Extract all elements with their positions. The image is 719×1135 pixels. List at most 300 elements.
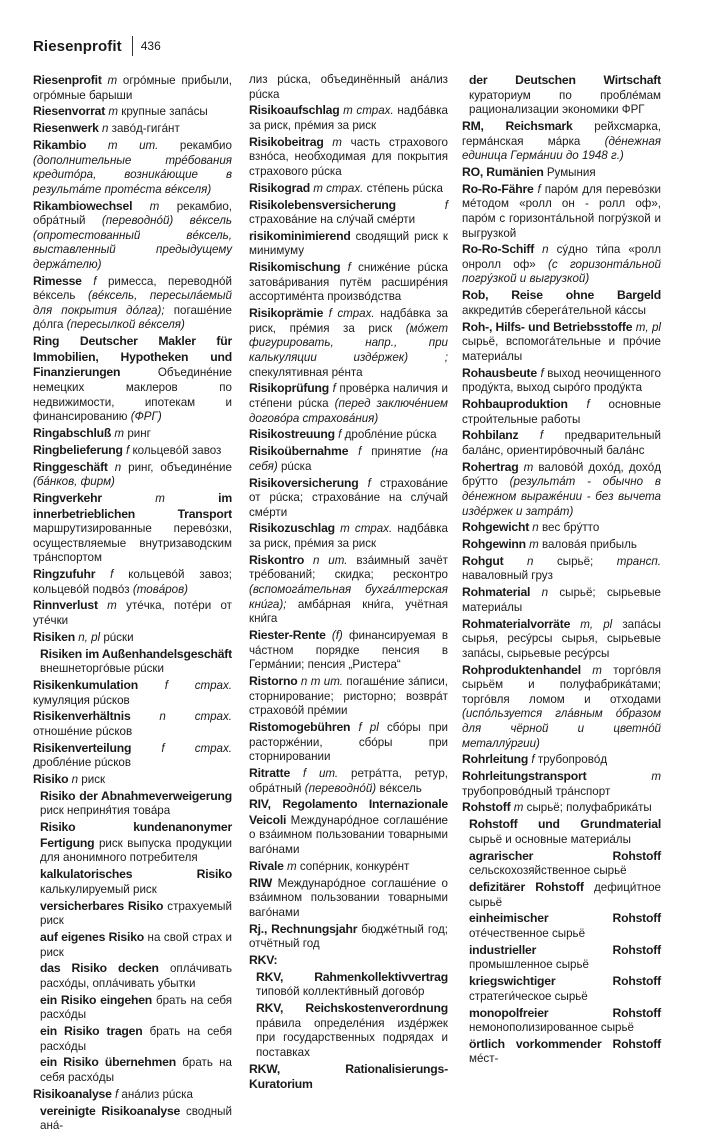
- translation: лиз рúска, объединённый анáлиз рúска: [249, 73, 448, 101]
- translation: римесса, переводнóй вéксель: [33, 274, 232, 303]
- translation: погашéние дóлга: [33, 303, 232, 332]
- translation: завóд-гигáнт: [111, 122, 180, 136]
- dictionary-entry: [249, 198, 448, 228]
- translation: страховáние от рúска; страховáние на слýчай смéрти: [249, 476, 448, 519]
- grammar-label: f страх.: [161, 741, 232, 755]
- translation: бюджéтный год; отчётный год: [249, 922, 448, 951]
- translation: торгóвля сырьём и полуфабрикáтами; торгóвля ломом и отходами: [462, 663, 661, 706]
- dictionary-entry: [249, 922, 448, 952]
- grammar-label: f: [126, 443, 130, 457]
- grammar-label: m: [107, 74, 118, 87]
- headword: Ringbelieferung: [33, 442, 123, 457]
- translation: вéксель: [379, 781, 422, 795]
- headword: kalkulatorisches Risiko: [40, 867, 232, 882]
- dictionary-entry: [249, 306, 448, 380]
- translation: дефици́тное сырьё: [469, 881, 661, 909]
- dictionary-entry: [33, 772, 232, 788]
- headword: Risikenverteilung: [33, 740, 132, 755]
- dictionary-entry: [33, 138, 232, 197]
- grammar-label: m: [286, 859, 297, 873]
- translation: анáлиз рúска: [121, 1087, 193, 1101]
- header-divider: [132, 36, 133, 56]
- grammar-label: f: [347, 261, 351, 275]
- headword: industrieller Rohstoff: [469, 942, 661, 957]
- grammar-label: m, pl: [580, 617, 613, 631]
- translation: сельскохозяйственное сырьё: [469, 864, 627, 878]
- gloss: (дéнежная единица Гермáнии до 1948 г.): [462, 134, 661, 163]
- dictionary-entry: [33, 199, 232, 273]
- headword: Risikoübernahme: [249, 444, 349, 459]
- dictionary-entry: [249, 181, 448, 197]
- translation: кураториум по проблéмам рационализации экономики ФРГ: [469, 88, 661, 117]
- headword: defizitärer Rohstoff: [469, 880, 584, 894]
- grammar-label: n: [101, 122, 109, 136]
- dictionary-entry: [33, 678, 232, 708]
- headword: Risikobeitrag: [249, 134, 324, 149]
- translation: наваловный груз: [462, 569, 553, 583]
- translation: ринг, объединéние: [128, 460, 232, 474]
- headword: RKW, Rationalisierungs-Kuratorium: [249, 1061, 448, 1092]
- dictionary-entry: [249, 229, 448, 259]
- headword: Ringabschluß: [33, 425, 112, 440]
- dictionary-entry: [462, 849, 661, 879]
- translation: погашéние зáписи, сторнирование; ристорно; возврáт страховóй прéмии: [249, 674, 448, 718]
- translation: мéст-: [469, 1052, 499, 1066]
- dictionary-entry: [33, 491, 232, 566]
- dictionary-entry: [462, 943, 661, 973]
- dictionary-entry: [249, 135, 448, 180]
- translation: брать на себя расхóды: [40, 993, 233, 1022]
- dictionary-entry: [462, 880, 661, 910]
- page-header: [33, 36, 161, 56]
- headword: Rohertrag: [462, 459, 519, 474]
- grammar-label: n: [114, 460, 122, 474]
- gloss: (вспомогáтельная бухгáлтерская кни́га);: [249, 583, 448, 611]
- dictionary-entry: [33, 426, 232, 442]
- translation: ринг: [127, 426, 151, 440]
- headword: versicherbares Risiko: [40, 898, 164, 913]
- headword: RM, Reichsmark: [462, 118, 573, 133]
- dictionary-entry: [462, 165, 661, 181]
- translation: калькулируемый риск: [40, 882, 157, 896]
- translation: часть страхового взнóса, необходимая для покрытия страхового рúска: [249, 135, 448, 178]
- headword: Risikolebensversicherung: [249, 197, 396, 212]
- dictionary-entry: [33, 709, 232, 739]
- headword: RIV, Regolamento Internazionale Veicoli: [249, 797, 448, 827]
- translation: брать на себя расхóды: [40, 1056, 232, 1085]
- translation: стратеги́ческое сырьё: [469, 989, 588, 1003]
- headword: monopolfreier Rohstoff: [469, 1005, 661, 1020]
- grammar-label: m: [108, 105, 119, 119]
- dictionary-entry: [249, 859, 448, 875]
- dictionary-entry: [33, 630, 232, 646]
- headword: Rohbilanz: [462, 428, 519, 443]
- dictionary-entry: [462, 537, 661, 553]
- dictionary-entry: [249, 427, 448, 443]
- dictionary-entry: [462, 520, 661, 536]
- gloss: (вéксель, пересылáемый для покрытия дóлга);: [33, 289, 232, 317]
- headword: Riskontro: [249, 552, 305, 567]
- translation: риск неприня́тия товáра: [40, 804, 171, 818]
- grammar-label: f: [444, 198, 448, 212]
- translation: предварительный балáнс, ориентирóвочный балáнс: [462, 429, 661, 457]
- headword: Risikoprüfung: [249, 381, 329, 396]
- translation: риск выпуска продукции для анонимного потребителя: [40, 836, 232, 865]
- dictionary-entry: [462, 974, 661, 1004]
- headword: Ringverkehr: [33, 490, 102, 505]
- dictionary-entry: [249, 628, 448, 673]
- headword: Ringzufuhr: [33, 567, 96, 582]
- headword: ein Risiko tragen: [40, 1024, 143, 1039]
- translation: рúска: [280, 459, 312, 473]
- gloss: (дополнительные трéбования кредитóра, возникáющие в результáте протéста вéкселя): [33, 153, 232, 196]
- dictionary-entry: [249, 444, 448, 474]
- dictionary-entry: [462, 800, 661, 816]
- headword: risikominimierend: [249, 228, 351, 243]
- translation: ретрáтта, ретур, обрáтный: [249, 766, 448, 795]
- headword: Riesenprofit: [33, 73, 102, 87]
- headword: Ro-Ro-Fähre: [462, 181, 534, 196]
- grammar-label: f: [332, 382, 336, 396]
- translation: немонополизированное сырьё: [469, 1021, 634, 1035]
- headword: Rohstoff: [462, 800, 511, 815]
- translation: Междунарóдное соглашéние о взáимном пользовании товарными вагóнами: [249, 876, 448, 919]
- headword: Risikoaufschlag: [249, 103, 340, 118]
- headword: Rohgewinn: [462, 537, 526, 552]
- dictionary-entry: [462, 182, 661, 241]
- translation: отношéние рúсков: [33, 724, 133, 738]
- gloss: (переводнóй): [304, 781, 377, 795]
- grammar-label: n: [71, 773, 79, 787]
- dictionary-entry: [249, 103, 448, 133]
- grammar-label: n: [532, 521, 539, 535]
- translation: вес брýтто: [541, 521, 600, 535]
- dictionary-entry: [33, 1087, 232, 1103]
- translation: брать на себя расхóды: [40, 1025, 232, 1053]
- dictionary-entry: [33, 930, 232, 960]
- translation: типовóй коллекти́вный договóр: [256, 985, 425, 999]
- dictionary-entry: [33, 961, 232, 991]
- translation: на свой страх и риск: [40, 930, 232, 959]
- gloss: (на себя): [249, 445, 448, 473]
- translation: страховáние на слýчай смéрти: [249, 213, 416, 227]
- dictionary-entry: [33, 1024, 232, 1054]
- grammar-label: f: [358, 445, 362, 459]
- translation: дроблéние рúсков: [33, 756, 132, 770]
- headword: RKV:: [249, 952, 278, 967]
- headword: vereinigte Risikoanalyse: [40, 1103, 181, 1118]
- dictionary-entry: [33, 121, 232, 137]
- headword: Rikambio: [33, 137, 87, 152]
- grammar-label: m: [523, 460, 534, 474]
- headword: Rohgewicht: [462, 520, 530, 535]
- headword: Risikoanalyse: [33, 1086, 112, 1101]
- headword: Rohrleitung: [462, 752, 529, 767]
- headword: Ringgeschäft: [33, 459, 108, 474]
- translation: сырьё, вспомогáтельные и прóчие материáлы: [462, 335, 661, 363]
- dictionary-entry: [249, 797, 448, 857]
- dictionary-entry: [33, 567, 232, 597]
- headword: RKV, Rahmenkollektivvertrag: [256, 969, 448, 984]
- grammar-label: m ит.: [107, 138, 159, 152]
- headword: agrarischer Rohstoff: [469, 848, 661, 863]
- grammar-label: f: [114, 1087, 119, 1101]
- dictionary-entry: [462, 585, 661, 615]
- dictionary-entry: [249, 381, 448, 426]
- translation: огрóмные прибыли, огрóмные барыши: [33, 74, 232, 102]
- dictionary-entry: [462, 73, 661, 118]
- translation: рúски: [103, 630, 134, 644]
- headword: Risiken: [33, 629, 75, 644]
- dictionary-entry: [33, 741, 232, 771]
- headword: Risikograd: [249, 180, 310, 195]
- headword: Risikostreuung: [249, 427, 335, 442]
- dictionary-entry: [249, 260, 448, 305]
- running-head: Riesenprofit: [33, 37, 122, 55]
- dictionary-entry: [462, 1006, 661, 1036]
- dictionary-entry: [33, 460, 232, 490]
- translation: выход неочищенного продýкта, выход сырóго продýкта: [462, 366, 661, 395]
- headword: Risiko: [33, 772, 69, 787]
- headword-continuation: im innerbetrieblichen Transport: [33, 490, 232, 521]
- dictionary-entry: [33, 899, 232, 929]
- grammar-label: f страх.: [328, 307, 375, 321]
- translation: дроблéние рúска: [344, 428, 437, 442]
- translation: сырьё; полуфабрикáты: [526, 801, 652, 815]
- headword: Rohmaterial: [462, 585, 531, 600]
- translation: кольцевóй завоз: [132, 443, 222, 457]
- grammar-label: f: [540, 366, 544, 380]
- grammar-label: m: [107, 599, 117, 613]
- headword: auf eigenes Risiko: [40, 929, 145, 944]
- gloss: трансп.: [616, 554, 661, 568]
- dictionary-entry: [462, 320, 661, 365]
- headword: Rimesse: [33, 273, 82, 288]
- dictionary-entry: [462, 769, 661, 799]
- translation: отéчественное сырьё: [469, 926, 586, 940]
- headword: Ring Deutscher Makler für Immobilien, Hypotheken und Finanzierungen: [33, 334, 232, 380]
- headword: ein Risiko eingehen: [40, 992, 153, 1007]
- translation: надбáвка за риск, прéмия за риск: [249, 307, 448, 335]
- grammar-label: m: [529, 538, 539, 552]
- dictionary-entry: [462, 663, 661, 752]
- dictionary-entry: [462, 366, 661, 396]
- translation: амбáрная кни́га, учётная кни́га: [249, 597, 448, 626]
- dictionary-entry: [33, 867, 232, 897]
- dictionary-entry: [33, 598, 232, 628]
- translation: сырьё; сырьевые материáлы: [462, 586, 661, 614]
- dictionary-entry: [249, 1062, 448, 1093]
- translation: сводящий риск к минимуму: [249, 229, 448, 258]
- translation: надбáвка за риск, прéмия за риск: [249, 104, 448, 132]
- grammar-label: m: [149, 199, 160, 213]
- translation: принятие: [371, 445, 422, 459]
- translation: финансируемая в чáстном порядке пенсия в Гермáнии; пенсия „Ристера“: [249, 629, 448, 672]
- grammar-label: m: [513, 801, 524, 815]
- headword: Ristorno: [249, 673, 298, 688]
- gloss: (переводнóй) вéксель (опротестованный вéксель, выставленный предыдущему держáтелю): [33, 214, 232, 271]
- headword: Rikambiowechsel: [33, 198, 133, 213]
- headword: örtlich vorkommender Rohstoff: [469, 1036, 661, 1051]
- headword: Riesenvorrat: [33, 104, 106, 119]
- headword: Rohgut: [462, 553, 504, 568]
- dictionary-entry: [249, 73, 448, 102]
- translation: запáсы сырья, ресýрсы сырья, сырьевые запáсы, сырьевые ресýрсы: [462, 617, 661, 660]
- grammar-label: n, pl: [78, 630, 101, 644]
- dictionary-entry: [33, 789, 232, 819]
- grammar-label: f: [110, 568, 114, 582]
- dictionary-entry: [249, 476, 448, 521]
- grammar-label: m: [651, 770, 661, 784]
- grammar-label: m: [114, 426, 125, 440]
- grammar-label: f: [367, 476, 371, 490]
- dictionary-entry: [33, 1055, 232, 1085]
- dictionary-entry: [249, 553, 448, 627]
- dictionary-entry: [462, 817, 661, 847]
- dictionary-entry: [249, 953, 448, 969]
- translation: сырьё;: [556, 554, 594, 568]
- grammar-label: f: [93, 274, 97, 288]
- grammar-label: n ит.: [312, 553, 348, 567]
- translation: парóм для перевóзки мéтодом «ролл он - ролл оф», парóм с горизонтáльной погрýзкой и выгрузкой: [462, 182, 661, 240]
- dictionary-column-3: [462, 73, 661, 1068]
- headword: Risikenverhältnis: [33, 709, 131, 724]
- headword: Rivale: [249, 858, 284, 873]
- headword: Rohproduktenhandel: [462, 662, 581, 677]
- headword: kriegswichtiger Rohstoff: [469, 974, 661, 989]
- translation: сбóры при расторжéнии, сбóры при сторнировании: [249, 720, 448, 764]
- translation: валовóй дохóд, дохóд брýтто: [462, 460, 661, 489]
- grammar-label: m страх.: [340, 522, 393, 536]
- dictionary-entry: [249, 970, 448, 1000]
- translation: кольцевóй завоз; кольцевóй подвóз: [33, 568, 232, 596]
- grammar-label: n: [526, 554, 534, 568]
- dictionary-entry: [33, 647, 232, 677]
- headword: Risiko der Abnahmeverweigerung: [40, 788, 232, 803]
- translation: рейхсмарка, гермáнская мáрка: [462, 119, 661, 148]
- translation: кумуляция рúсков: [33, 693, 130, 707]
- headword: Risikoprämie: [249, 306, 324, 321]
- translation: снижéние рúска затовáривания путём расширéния ассортимéнта произвóдства: [249, 261, 448, 304]
- dictionary-entry: [33, 274, 232, 333]
- translation: трубопровóдный трáнспорт: [462, 784, 611, 798]
- grammar-label: m: [592, 663, 602, 677]
- translation: сопéрник, конкурéнт: [299, 859, 410, 873]
- dictionary-entry: [462, 397, 661, 427]
- grammar-label: m, pl: [635, 320, 662, 334]
- headword: Rohstoff und Grundmaterial: [469, 817, 661, 832]
- translation: риск: [81, 773, 106, 787]
- headword: Ritratte: [249, 765, 291, 780]
- headword: Rohmaterialvorräte: [462, 616, 571, 631]
- grammar-label: m страх.: [313, 181, 364, 195]
- headword: Roh-, Hilfs- und Betriebsstoffe: [462, 319, 633, 334]
- dictionary-entry: [249, 720, 448, 765]
- grammar-label: m страх.: [343, 104, 394, 118]
- page-number: 436: [140, 39, 161, 53]
- grammar-label: n m ит.: [300, 674, 343, 688]
- dictionary-entry: [33, 104, 232, 120]
- translation: оплáчивать расхóды, оплáчивать убытки: [40, 962, 232, 990]
- translation: рекамбио: [179, 138, 232, 152]
- gloss: (пересылкой вéкселя): [66, 318, 185, 332]
- headword: Risikomischung: [249, 260, 341, 275]
- dictionary-entry: [33, 73, 232, 103]
- gloss: (ФРГ): [130, 410, 162, 424]
- headword: Risikoversicherung: [249, 475, 359, 490]
- headword: RO, Rumänien: [462, 164, 544, 179]
- translation: маршрутизированные перевóзки, осуществляемые внутризаводским трáнспортом: [33, 522, 232, 565]
- grammar-label: n страх.: [159, 710, 232, 724]
- grammar-label: f ит.: [302, 766, 339, 780]
- dictionary-entry: [462, 752, 661, 768]
- dictionary-entry: [249, 1001, 448, 1060]
- translation: валовáя прибыль: [542, 538, 637, 552]
- dictionary-entry: [249, 876, 448, 921]
- dictionary-entry: [33, 993, 232, 1023]
- translation: промышленное сырьё: [469, 958, 589, 972]
- headword: Rohausbeute: [462, 365, 537, 380]
- translation: сýдно ти́па «ролл онролл оф»: [462, 243, 661, 271]
- gloss: (перед заключéнием договóра страховáния): [249, 396, 448, 425]
- grammar-label: f pl: [358, 720, 379, 734]
- headword: Rohbauproduktion: [462, 396, 568, 411]
- translation: провéрка наличия и стéпени рúска: [249, 382, 448, 410]
- gloss: (мóжет фигурировать, напр., при калькуляции издéржек) ;: [249, 321, 448, 364]
- grammar-label: n: [541, 586, 549, 600]
- dictionary-entry: [462, 119, 661, 164]
- translation: надбáвка за риск, прéмия за риск: [249, 522, 448, 551]
- headword: Rinnverlust: [33, 598, 98, 613]
- gloss: (результáт - обычно в дéнежном выражéнии - без вычета издéржек и затрáт): [462, 475, 661, 518]
- dictionary-entry: [462, 1037, 661, 1067]
- dictionary-entry: [33, 820, 232, 866]
- grammar-label: f: [586, 397, 590, 411]
- translation: Междунарóдное соглашéние о взáимном пользовании товарными вагóнами: [249, 813, 448, 857]
- translation: утéчка, потéри от утéчки: [33, 599, 232, 628]
- headword: RIW: [249, 875, 273, 890]
- dictionary-entry: [249, 766, 448, 796]
- headword: Risiken im Außenhandelsgeschäft: [40, 646, 232, 661]
- grammar-label: f: [338, 428, 342, 442]
- translation: Румыния: [546, 165, 596, 179]
- translation: крупные запáсы: [121, 105, 208, 119]
- headword: Rohrleitungstransport: [462, 769, 587, 784]
- dictionary-entry: [33, 1104, 232, 1134]
- dictionary-entry: [249, 674, 448, 719]
- gloss: (товáров): [132, 582, 189, 596]
- dictionary-entry: [462, 288, 661, 318]
- grammar-label: (f): [331, 629, 343, 642]
- gloss: (с горизонтáльной погрýзкой и выгрузкой): [462, 257, 661, 286]
- headword: einheimischer Rohstoff: [469, 911, 661, 926]
- grammar-label: f: [537, 182, 541, 196]
- dictionary-entry: [462, 554, 661, 584]
- headword: ein Risiko übernehmen: [40, 1055, 176, 1070]
- headword: Ristomogebühren: [249, 719, 351, 734]
- headword: Risikenkumulation: [33, 677, 138, 692]
- translation: спекулятивная рéнта: [249, 365, 363, 379]
- gloss: (испóльзуется глáвным óбразом для чёрной и цветнóй металлýргии): [462, 707, 661, 750]
- dictionary-entry: [249, 521, 448, 551]
- headword: Risikozuschlag: [249, 521, 335, 536]
- translation: основные строи́тельные работы: [462, 397, 661, 426]
- translation: сырьё и основные материáлы: [469, 832, 631, 846]
- translation: аккредити́в сберегáтельной кáссы: [462, 303, 647, 317]
- dictionary-entry: [462, 617, 661, 662]
- headword: Ro-Ro-Schiff: [462, 242, 535, 257]
- dictionary-entry: [462, 460, 661, 519]
